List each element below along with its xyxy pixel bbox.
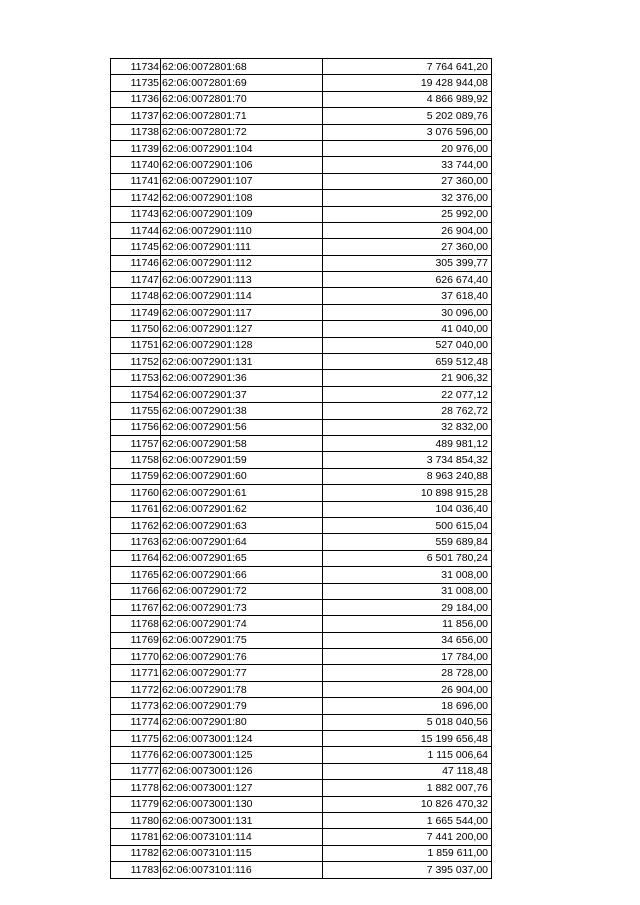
row-number-cell: 11744 [111, 222, 161, 238]
table-row [111, 452, 492, 468]
table-row [111, 321, 492, 337]
cadastral-number-cell: 62:06:0072901:66 [161, 567, 323, 583]
cadastral-value-cell: 3 076 596,00 [323, 124, 492, 140]
table-row [111, 763, 492, 779]
row-number-cell: 11781 [111, 829, 161, 845]
cadastral-number-cell: 62:06:0072901:74 [161, 616, 323, 632]
table-row [111, 206, 492, 222]
cadastral-number-cell: 62:06:0072901:58 [161, 435, 323, 451]
row-number-cell: 11741 [111, 173, 161, 189]
table-row [111, 272, 492, 288]
cadastral-number-cell: 62:06:0072901:56 [161, 419, 323, 435]
cadastral-number-cell: 62:06:0072901:65 [161, 550, 323, 566]
row-number-cell: 11769 [111, 632, 161, 648]
table-row [111, 304, 492, 320]
cadastral-value-cell: 559 689,84 [323, 534, 492, 550]
row-number-cell: 11740 [111, 157, 161, 173]
row-number-cell: 11738 [111, 124, 161, 140]
cadastral-number-cell: 62:06:0072901:80 [161, 714, 323, 730]
cadastral-value-cell: 527 040,00 [323, 337, 492, 353]
table-row [111, 632, 492, 648]
table-row [111, 845, 492, 861]
row-number-cell: 11742 [111, 190, 161, 206]
row-number-cell: 11759 [111, 468, 161, 484]
cadastral-value-cell: 18 696,00 [323, 698, 492, 714]
cadastral-value-cell: 20 976,00 [323, 140, 492, 156]
cadastral-value-cell: 104 036,40 [323, 501, 492, 517]
table-row [111, 91, 492, 107]
cadastral-value-cell: 22 077,12 [323, 386, 492, 402]
table-row [111, 534, 492, 550]
cadastral-value-cell: 626 674,40 [323, 272, 492, 288]
table-row [111, 435, 492, 451]
cadastral-number-cell: 62:06:0072801:68 [161, 59, 323, 75]
row-number-cell: 11755 [111, 403, 161, 419]
cadastral-number-cell: 62:06:0072901:107 [161, 173, 323, 189]
row-number-cell: 11751 [111, 337, 161, 353]
row-number-cell: 11754 [111, 386, 161, 402]
cadastral-value-cell: 34 656,00 [323, 632, 492, 648]
cadastral-value-cell: 5 018 040,56 [323, 714, 492, 730]
table-row [111, 780, 492, 796]
row-number-cell: 11735 [111, 75, 161, 91]
cadastral-number-cell: 62:06:0072801:70 [161, 91, 323, 107]
table-row [111, 649, 492, 665]
row-number-cell: 11770 [111, 649, 161, 665]
cadastral-value-cell: 26 904,00 [323, 222, 492, 238]
cadastral-value-cell: 17 784,00 [323, 649, 492, 665]
table-row [111, 419, 492, 435]
cadastral-number-cell: 62:06:0072901:79 [161, 698, 323, 714]
cadastral-value-cell: 3 734 854,32 [323, 452, 492, 468]
row-number-cell: 11772 [111, 681, 161, 697]
cadastral-value-table [110, 58, 492, 879]
cadastral-value-cell: 305 399,77 [323, 255, 492, 271]
row-number-cell: 11762 [111, 517, 161, 533]
cadastral-number-cell: 62:06:0073001:130 [161, 796, 323, 812]
table-body [111, 59, 492, 879]
cadastral-number-cell: 62:06:0073001:131 [161, 812, 323, 828]
cadastral-value-cell: 25 992,00 [323, 206, 492, 222]
cadastral-value-cell: 47 118,48 [323, 763, 492, 779]
cadastral-value-cell: 7 764 641,20 [323, 59, 492, 75]
cadastral-number-cell: 62:06:0072901:38 [161, 403, 323, 419]
row-number-cell: 11779 [111, 796, 161, 812]
row-number-cell: 11743 [111, 206, 161, 222]
cadastral-value-cell: 7 395 037,00 [323, 862, 492, 878]
cadastral-number-cell: 62:06:0072901:73 [161, 599, 323, 615]
cadastral-number-cell: 62:06:0072801:69 [161, 75, 323, 91]
cadastral-number-cell: 62:06:0072901:64 [161, 534, 323, 550]
row-number-cell: 11734 [111, 59, 161, 75]
cadastral-value-cell: 11 856,00 [323, 616, 492, 632]
row-number-cell: 11775 [111, 731, 161, 747]
table-row [111, 517, 492, 533]
cadastral-number-cell: 62:06:0072901:76 [161, 649, 323, 665]
row-number-cell: 11774 [111, 714, 161, 730]
table-row [111, 108, 492, 124]
cadastral-number-cell: 62:06:0072901:75 [161, 632, 323, 648]
cadastral-number-cell: 62:06:0073001:127 [161, 780, 323, 796]
cadastral-value-cell: 15 199 656,48 [323, 731, 492, 747]
cadastral-number-cell: 62:06:0072901:127 [161, 321, 323, 337]
table-row [111, 616, 492, 632]
table-row [111, 124, 492, 140]
table-row [111, 501, 492, 517]
row-number-cell: 11749 [111, 304, 161, 320]
cadastral-value-cell: 6 501 780,24 [323, 550, 492, 566]
row-number-cell: 11758 [111, 452, 161, 468]
cadastral-number-cell: 62:06:0072901:106 [161, 157, 323, 173]
cadastral-number-cell: 62:06:0072901:78 [161, 681, 323, 697]
table-row [111, 681, 492, 697]
cadastral-number-cell: 62:06:0072901:110 [161, 222, 323, 238]
cadastral-value-cell: 28 728,00 [323, 665, 492, 681]
row-number-cell: 11746 [111, 255, 161, 271]
table-row [111, 354, 492, 370]
cadastral-number-cell: 62:06:0072901:60 [161, 468, 323, 484]
cadastral-value-cell: 41 040,00 [323, 321, 492, 337]
row-number-cell: 11766 [111, 583, 161, 599]
table-row [111, 468, 492, 484]
table-row [111, 698, 492, 714]
cadastral-number-cell: 62:06:0072901:114 [161, 288, 323, 304]
cadastral-number-cell: 62:06:0072901:63 [161, 517, 323, 533]
cadastral-value-cell: 500 615,04 [323, 517, 492, 533]
cadastral-value-cell: 8 963 240,88 [323, 468, 492, 484]
row-number-cell: 11783 [111, 862, 161, 878]
cadastral-value-cell: 19 428 944,08 [323, 75, 492, 91]
row-number-cell: 11771 [111, 665, 161, 681]
table-row [111, 485, 492, 501]
cadastral-value-cell: 10 826 470,32 [323, 796, 492, 812]
cadastral-value-cell: 1 882 007,76 [323, 780, 492, 796]
row-number-cell: 11750 [111, 321, 161, 337]
row-number-cell: 11773 [111, 698, 161, 714]
cadastral-number-cell: 62:06:0072901:128 [161, 337, 323, 353]
table-row [111, 140, 492, 156]
cadastral-number-cell: 62:06:0072901:104 [161, 140, 323, 156]
row-number-cell: 11777 [111, 763, 161, 779]
cadastral-number-cell: 62:06:0072901:77 [161, 665, 323, 681]
row-number-cell: 11736 [111, 91, 161, 107]
table-row [111, 255, 492, 271]
row-number-cell: 11737 [111, 108, 161, 124]
table-row [111, 59, 492, 75]
cadastral-number-cell: 62:06:0073101:116 [161, 862, 323, 878]
cadastral-value-cell: 32 832,00 [323, 419, 492, 435]
table-row [111, 862, 492, 878]
cadastral-number-cell: 62:06:0073001:125 [161, 747, 323, 763]
cadastral-value-cell: 1 665 544,00 [323, 812, 492, 828]
cadastral-value-cell: 29 184,00 [323, 599, 492, 615]
row-number-cell: 11782 [111, 845, 161, 861]
table-row [111, 157, 492, 173]
cadastral-number-cell: 62:06:0072901:37 [161, 386, 323, 402]
cadastral-number-cell: 62:06:0072801:71 [161, 108, 323, 124]
row-number-cell: 11745 [111, 239, 161, 255]
cadastral-value-cell: 1 859 611,00 [323, 845, 492, 861]
cadastral-value-cell: 659 512,48 [323, 354, 492, 370]
cadastral-value-cell: 31 008,00 [323, 583, 492, 599]
cadastral-number-cell: 62:06:0072901:113 [161, 272, 323, 288]
cadastral-number-cell: 62:06:0072901:108 [161, 190, 323, 206]
table-row [111, 583, 492, 599]
cadastral-value-cell: 33 744,00 [323, 157, 492, 173]
row-number-cell: 11756 [111, 419, 161, 435]
cadastral-number-cell: 62:06:0072901:117 [161, 304, 323, 320]
row-number-cell: 11757 [111, 435, 161, 451]
cadastral-number-cell: 62:06:0073101:115 [161, 845, 323, 861]
cadastral-number-cell: 62:06:0073001:126 [161, 763, 323, 779]
cadastral-number-cell: 62:06:0072901:61 [161, 485, 323, 501]
table-row [111, 75, 492, 91]
table-row [111, 567, 492, 583]
cadastral-value-cell: 31 008,00 [323, 567, 492, 583]
cadastral-number-cell: 62:06:0073101:114 [161, 829, 323, 845]
table-row [111, 370, 492, 386]
table-row [111, 288, 492, 304]
table-row [111, 550, 492, 566]
table-row [111, 239, 492, 255]
cadastral-number-cell: 62:06:0072901:72 [161, 583, 323, 599]
cadastral-value-cell: 37 618,40 [323, 288, 492, 304]
cadastral-number-cell: 62:06:0072901:109 [161, 206, 323, 222]
row-number-cell: 11763 [111, 534, 161, 550]
row-number-cell: 11761 [111, 501, 161, 517]
table-row [111, 731, 492, 747]
cadastral-value-cell: 27 360,00 [323, 173, 492, 189]
row-number-cell: 11748 [111, 288, 161, 304]
table-row [111, 190, 492, 206]
table-row [111, 812, 492, 828]
cadastral-value-cell: 489 981,12 [323, 435, 492, 451]
cadastral-number-cell: 62:06:0072801:72 [161, 124, 323, 140]
table-row [111, 386, 492, 402]
cadastral-number-cell: 62:06:0072901:112 [161, 255, 323, 271]
cadastral-value-cell: 32 376,00 [323, 190, 492, 206]
row-number-cell: 11765 [111, 567, 161, 583]
row-number-cell: 11739 [111, 140, 161, 156]
table-row [111, 796, 492, 812]
cadastral-value-cell: 10 898 915,28 [323, 485, 492, 501]
row-number-cell: 11767 [111, 599, 161, 615]
cadastral-value-cell: 5 202 089,76 [323, 108, 492, 124]
table-row [111, 665, 492, 681]
cadastral-value-cell: 7 441 200,00 [323, 829, 492, 845]
cadastral-value-cell: 27 360,00 [323, 239, 492, 255]
row-number-cell: 11776 [111, 747, 161, 763]
row-number-cell: 11780 [111, 812, 161, 828]
cadastral-number-cell: 62:06:0072901:36 [161, 370, 323, 386]
row-number-cell: 11760 [111, 485, 161, 501]
row-number-cell: 11747 [111, 272, 161, 288]
table-row [111, 222, 492, 238]
cadastral-value-cell: 4 866 989,92 [323, 91, 492, 107]
table-row [111, 403, 492, 419]
cadastral-number-cell: 62:06:0072901:111 [161, 239, 323, 255]
table-row [111, 337, 492, 353]
cadastral-value-cell: 30 096,00 [323, 304, 492, 320]
cadastral-value-cell: 1 115 006,64 [323, 747, 492, 763]
row-number-cell: 11778 [111, 780, 161, 796]
table-row [111, 714, 492, 730]
cadastral-value-cell: 26 904,00 [323, 681, 492, 697]
table-row [111, 747, 492, 763]
cadastral-number-cell: 62:06:0072901:59 [161, 452, 323, 468]
row-number-cell: 11752 [111, 354, 161, 370]
table-row [111, 173, 492, 189]
row-number-cell: 11764 [111, 550, 161, 566]
cadastral-number-cell: 62:06:0073001:124 [161, 731, 323, 747]
cadastral-number-cell: 62:06:0072901:62 [161, 501, 323, 517]
table-row [111, 599, 492, 615]
cadastral-value-cell: 28 762,72 [323, 403, 492, 419]
row-number-cell: 11753 [111, 370, 161, 386]
row-number-cell: 11768 [111, 616, 161, 632]
cadastral-number-cell: 62:06:0072901:131 [161, 354, 323, 370]
table-row [111, 829, 492, 845]
cadastral-value-cell: 21 906,32 [323, 370, 492, 386]
